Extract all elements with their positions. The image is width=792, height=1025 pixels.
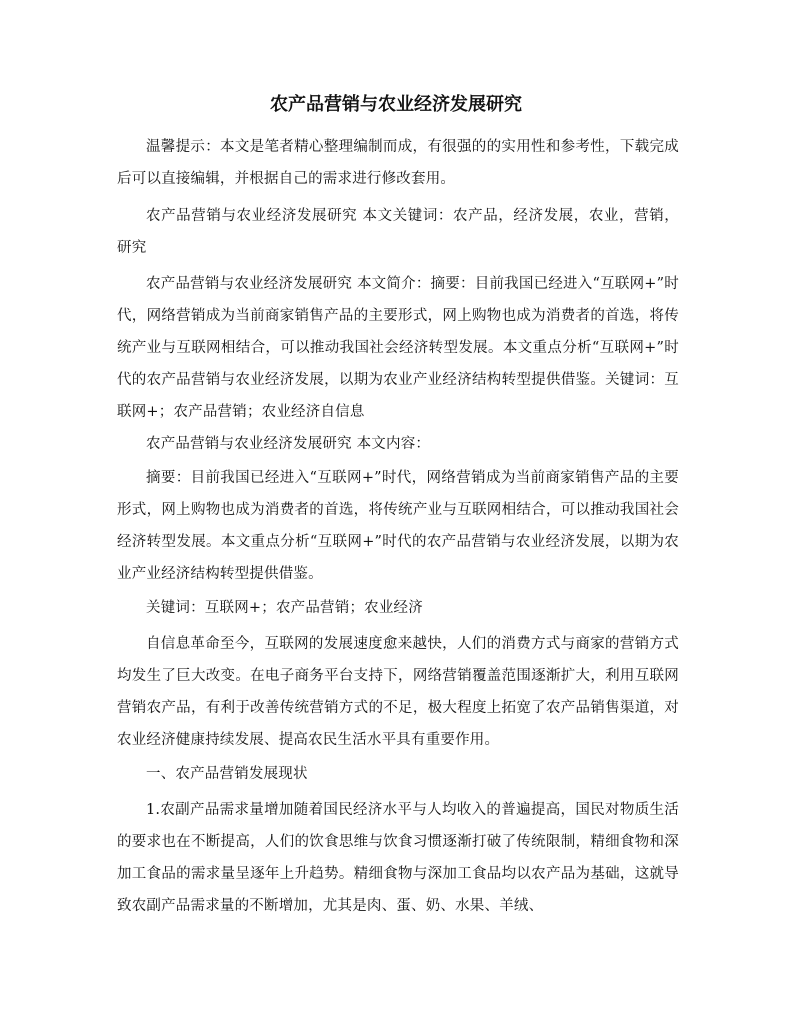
content-heading-paragraph: 农产品营销与农业经济发展研究 本文内容：	[146, 436, 431, 452]
intro-paragraph: 农产品营销与农业经济发展研究 本文简介：摘要：目前我国已经进入“互联网+”时代，网络营销成为当前商家销售产品的主要形式，网上购物也成为消费者的首选，将传统产业与互联网相结合，可以推动我国社会经济转型发展。本文重点分析“互联网+”时代的农产品营销与农业经济发展，以期为农业产业经济结构转型提供借鉴。关键词：互联网+；农产品营销；农业经济自信息	[117, 276, 679, 420]
document-title: 农产品营销与农业经济发展研究	[270, 94, 522, 115]
keywords2-paragraph: 关键词：互联网+；农产品营销；农业经济	[146, 600, 423, 616]
abstract-paragraph: 摘要：目前我国已经进入“互联网+”时代，网络营销成为当前商家销售产品的主要形式，网上购物也成为消费者的首选，将传统产业与互联网相结合，可以推动我国社会经济转型发展。本文重点分析“互联网+”时代的农产品营销与农业经济发展，以期为农业产业经济结构转型提供借鉴。	[117, 470, 679, 582]
body-paragraph-1: 自信息革命至今，互联网的发展速度愈来越快，人们的消费方式与商家的营销方式均发生了巨大改变。在电子商务平台支持下，网络营销覆盖范围逐渐扩大，利用互联网营销农产品，有利于改善传统营销方式的不足，极大程度上拓宽了农产品销售渠道，对农业经济健康持续发展、提高农民生活水平具有重要作用。	[117, 636, 679, 748]
list-item-1: 1.农副产品需求量增加随着国民经济水平与人均收入的普遍提高，国民对物质生活的要求也在不断提高，人们的饮食思维与饮食习惯逐渐打破了传统限制，精细食物和深加工食品的需求量呈逐年上升趋势。精细食物与深加工食品均以农产品为基础，这就导致农副产品需求量的不断增加，尤其是肉、蛋、奶、水果、羊绒、	[117, 802, 679, 914]
notice-paragraph: 温馨提示：本文是笔者精心整理编制而成，有很强的的实用性和参考性，下载完成后可以直接编辑，并根据自己的需求进行修改套用。	[117, 139, 679, 187]
section-heading-1: 一、农产品营销发展现状	[146, 766, 308, 782]
keywords-paragraph: 农产品营销与农业经济发展研究 本文关键词：农产品，经济发展，农业，营销，研究	[117, 208, 679, 256]
